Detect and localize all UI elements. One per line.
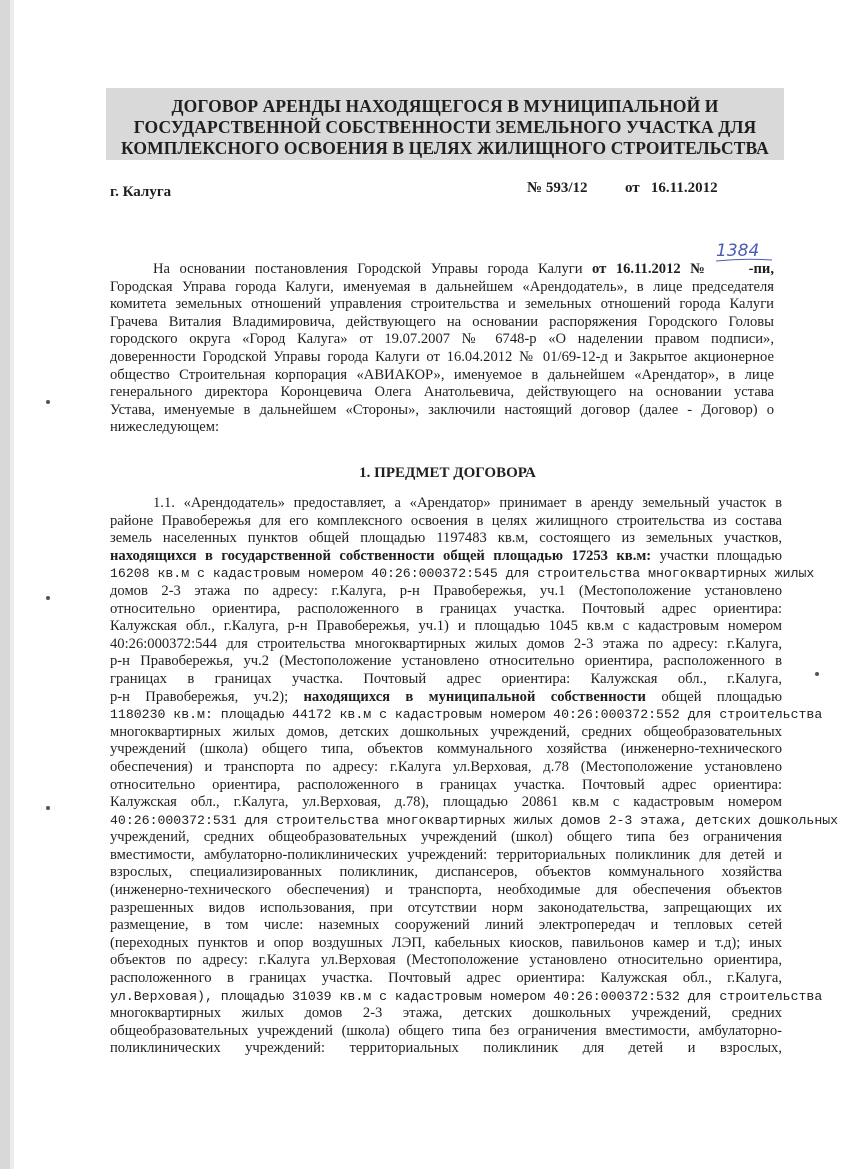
handwritten-note	[714, 234, 774, 264]
intro-line: нижеследующем:	[110, 419, 220, 436]
main-line: домов 2-3 этажа по адресу: г.Калуга, р-н Правобережья, уч.1 (Местоположение установлено	[110, 582, 782, 599]
main-line: учреждений (школа) общего типа, объектов коммунального хозяйства (инженерно-технического	[110, 741, 782, 758]
handwritten-number: 1384	[716, 241, 760, 261]
main-line: 1180230 кв.м: площадью 44172 кв.м с кадастровым номером 40:26:000372:552 для строительства	[110, 707, 823, 723]
section-title: 1. ПРЕДМЕТ ДОГОВОРА	[359, 465, 536, 481]
main-line-bold: находящихся в государственной собственности общей площадью 17253 кв.м: участки площадью	[110, 547, 782, 564]
main-line: взрослых, специализированных поликлиник, диспансеров, объектов коммунального хозяйства	[110, 864, 782, 881]
intro-paragraph	[110, 261, 774, 437]
main-line: районе Правобережья для его комплексного освоения в целях жилищного строительства из состава	[110, 512, 782, 529]
scan-edge-shadow	[10, 0, 14, 1169]
intro-line: Городская Управа города Калуги, именуемая в дальнейшем «Арендодатель», в лице председателя	[110, 278, 774, 295]
main-line: Калужская обл., г.Калуга, ул.Верховая, д.78), площадью 20861 кв.м с кадастровым номером	[110, 794, 782, 811]
intro-line: Грачева Виталия Владимировича, действующего на основании распоряжения Городского Головы	[110, 313, 774, 330]
intro-line: генерального директора Коронцевича Олега Анатольевича, действующего на основании устава	[110, 384, 774, 401]
scan-speck	[46, 400, 50, 404]
main-line: разрешенных видов использования, при отсутствии норм законодательства, запрещающих их	[110, 899, 782, 916]
main-line: 16208 кв.м с кадастровым номером 40:26:000372:545 для строительства многоквартирных жилых	[110, 566, 815, 582]
main-line: 40:26:000372:531 для строительства многоквартирных жилых домов 2-3 этажа, детских дошкольных	[110, 812, 839, 828]
clause-1-1	[110, 495, 839, 1058]
main-line: ул.Верховая), площадью 31039 кв.м с кадастровым номером 40:26:000372:532 для строительства	[110, 988, 823, 1004]
main-line: 40:26:000372:544 для строительства многоквартирных жилых домов 2-3 этажа по адресу: г.Калуга,	[110, 635, 782, 652]
scan-speck	[46, 806, 50, 810]
main-line: обеспечения) и транспорта по адресу: г.Калуга ул.Верховая, д.78 (Местоположение установлено	[110, 758, 782, 775]
intro-line-0: На основании постановления Городской Управы города Калуги от 16.11.2012 № -пи,	[153, 261, 774, 277]
scan-speck	[46, 596, 50, 600]
title-line: КОМПЛЕКСНОГО ОСВОЕНИЯ В ЦЕЛЯХ ЖИЛИЩНОГО СТРОИТЕЛЬСТВА	[121, 138, 769, 158]
intro-line: комитета земельных отношений управления строительства и земельных отношений города Калуги	[110, 296, 774, 313]
main-line: относительно ориентира, расположенного в границах участка. Почтовый адрес ориентира:	[110, 600, 782, 617]
intro-line: доверенности Городской Управы города Калуги от 16.04.2012 № 01/69-12-д и Закрытое акционерное	[110, 348, 774, 365]
main-line: учреждений, средних общеобразовательных учреждений (школ) общего типа без ограничения	[110, 829, 782, 846]
scan-edge	[0, 0, 10, 1169]
main-line: общеобразовательных учреждений (школа) общего типа без ограничения вместимости, амбулаторно-	[110, 1022, 782, 1039]
scan-speck	[815, 672, 819, 676]
main-line-bold: р-н Правобережья, уч.2); находящихся в муниципальной собственности общей площадью	[110, 688, 782, 705]
main-line: 1.1. «Арендодатель» предоставляет, а «Арендатор» принимает в аренду земельный участок в	[153, 495, 782, 511]
contract-date: 16.11.2012	[650, 180, 718, 196]
main-line: р-н Правобережья, уч.2 (Местоположение установлено относительно ориентира, расположенного в	[110, 653, 782, 670]
date-label: от	[625, 180, 640, 196]
main-line: поликлинических учреждений: территориальных поликлиник для детей и взрослых,	[110, 1040, 782, 1057]
contract-number: № 593/12	[527, 180, 588, 196]
main-line: (переходных пунктов и опор воздушных ЛЭП, кабельных киосков, павильонов камер и т.д); иных	[110, 934, 782, 951]
city: г. Калуга	[110, 184, 172, 200]
main-line: (инженерно-технического обеспечения) и транспорта, необходимые для обеспечения объектов	[110, 882, 782, 899]
intro-line: общество Строительная корпорация «АВИАКОР», именуемое в дальнейшем «Арендатор», в лице	[110, 366, 774, 383]
main-line: расположенного в границах участка. Почтовый адрес ориентира: Калужская обл., г.Калуга,	[110, 970, 782, 987]
document-title	[106, 96, 784, 159]
title-line: ГОСУДАРСТВЕННОЙ СОБСТВЕННОСТИ ЗЕМЕЛЬНОГО УЧАСТКА ДЛЯ	[133, 117, 757, 137]
intro-line: Устава, именуемые в дальнейшем «Стороны», заключили настоящий договор (далее - Договор) о	[110, 401, 774, 418]
main-line: многоквартирных жилых домов, детских дошкольных учреждений, средних общеобразовательных	[110, 723, 782, 740]
main-line: относительно ориентира, расположенного в границах участка. Почтовый адрес ориентира:	[110, 776, 782, 793]
main-line: многоквартирных жилых домов 2-3 этажа, детских дошкольных учреждений, средних	[110, 1005, 782, 1022]
main-line: Калужская обл., г.Калуга, р-н Правобережья, уч.1) и площадью 1045 кв.м с кадастровым номером	[110, 618, 782, 635]
main-line: границах в границах участка. Почтовый адрес ориентира: Калужская обл., г.Калуга,	[110, 670, 782, 687]
intro-line: городского округа «Город Калуга» от 19.07.2007 № 6748-р «О наделении правом подписи»,	[110, 331, 774, 348]
main-line: вместимости, амбулаторно-поликлинических учреждений: территориальных поликлиник для детей и	[110, 846, 782, 863]
contract-header	[527, 180, 718, 197]
main-line: объектов по адресу: г.Калуга ул.Верховая (Местоположение установлено относительно ориентира,	[110, 952, 782, 969]
title-line: ДОГОВОР АРЕНДЫ НАХОДЯЩЕГОСЯ В МУНИЦИПАЛЬНОЙ И	[171, 96, 719, 116]
main-line: земель населенных пунктов общей площадью 1197483 кв.м, состоящего из земельных участков,	[110, 530, 782, 547]
main-line: размещение, в том числе: наземных сооружений линий электропередач и тепловых сетей	[110, 917, 782, 934]
